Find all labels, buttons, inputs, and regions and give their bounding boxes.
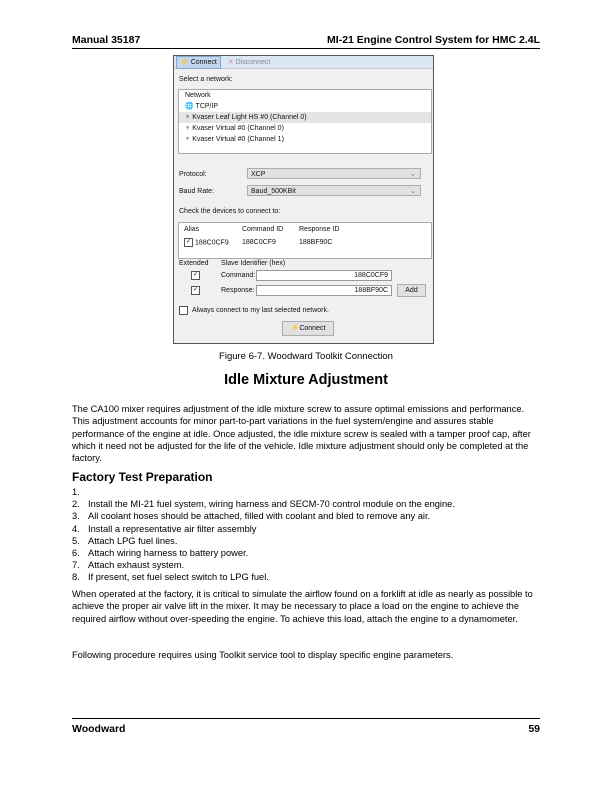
toolbar-disconnect-button[interactable]: ✕ Disconnect: [227, 58, 271, 66]
connect-button[interactable]: ⚡Connect: [282, 321, 334, 336]
response-input[interactable]: 188BF90C: [256, 285, 392, 296]
page-number: 59: [528, 723, 540, 735]
column-header: Alias: [184, 226, 200, 233]
manual-number: Manual 35187: [72, 34, 141, 46]
column-header: Command ID: [242, 226, 284, 233]
chevron-down-icon: ⌄: [410, 188, 416, 195]
plug-icon: ⚡: [290, 325, 300, 332]
intro-paragraph: The CA100 mixer requires adjustment of the idle mixture screw to assure optimal emissions and performance. This adjustment accounts for minor part-to-part variations in the fuel system/engine and assures stable performance of the engine at idle. Once adjusted, the idle mixture screw is sealed with a tamper proof cap, after which it need not be adjusted for the life of the vehicle. Idle mixture adjustment should only be completed at the factory.: [72, 404, 531, 464]
devices-table: [178, 222, 432, 259]
steps-list: [72, 486, 455, 584]
list-item: 6. Attach wiring harness to battery power.: [72, 548, 249, 559]
toolbar-connect-button[interactable]: ⚡ Connect: [176, 56, 221, 69]
list-item: 3. All coolant hoses should be attached, filled with coolant and bled to remove any air.: [72, 511, 431, 522]
list-item: 2. Install the MI-21 fuel system, wiring harness and SECM-70 control module on the engine.: [72, 499, 455, 510]
always-connect-label: Always connect to my last selected network.: [192, 307, 329, 314]
extended-response-checkbox[interactable]: ✓: [192, 287, 199, 293]
toolbar: [174, 56, 433, 69]
toolkit-connection-dialog: [173, 55, 434, 344]
network-header: Network: [185, 92, 211, 99]
device-checkbox[interactable]: ✓: [185, 239, 192, 245]
footer-company: Woodward: [72, 723, 126, 735]
always-connect-checkbox[interactable]: [179, 306, 188, 315]
figure-caption: Figure 6-7. Woodward Toolkit Connection: [219, 351, 393, 362]
command-id-cell: 188C0CF9: [242, 239, 276, 246]
command-input[interactable]: 188C0CF9: [256, 270, 392, 281]
list-item: 5. Attach LPG fuel lines.: [72, 535, 178, 546]
response-label: Response:: [221, 287, 255, 294]
slave-identifier-label: Slave Identifier (hex): [221, 260, 286, 267]
add-button[interactable]: Add: [397, 284, 426, 297]
extended-label: Extended: [179, 260, 209, 267]
procedure-paragraph: Following procedure requires using Toolkit service tool to display specific engine parameters.: [72, 650, 454, 660]
network-item[interactable]: ♆ Kvaser Leaf Light HS #0 (Channel 0): [179, 112, 431, 123]
page-footer: [72, 718, 540, 735]
plug-icon: ⚡: [180, 59, 189, 66]
device-row[interactable]: ✓ 188C0CF9: [185, 239, 229, 247]
devices-label: Check the devices to connect to:: [179, 208, 281, 215]
column-header: Response ID: [299, 226, 340, 233]
list-item: 4. Install a representative air filter assembly: [72, 523, 257, 534]
list-item: 1.: [72, 487, 80, 497]
network-item[interactable]: ♆ Kvaser Virtual #0 (Channel 0): [185, 125, 284, 132]
protocol-label: Protocol:: [179, 171, 207, 178]
network-item[interactable]: ♆ Kvaser Virtual #0 (Channel 1): [185, 136, 284, 143]
chevron-down-icon: ⌄: [410, 171, 416, 178]
command-label: Command:: [221, 272, 256, 279]
subsection-title: Factory Test Preparation: [72, 470, 213, 484]
network-list[interactable]: [178, 89, 432, 154]
disconnect-icon: ✕: [227, 59, 234, 66]
section-title: Idle Mixture Adjustment: [224, 372, 388, 388]
select-network-label: Select a network:: [179, 76, 233, 83]
baud-rate-select[interactable]: Baud_500KBit ⌄: [247, 185, 421, 196]
extended-command-checkbox[interactable]: ✓: [192, 272, 199, 278]
list-item: 8. If present, set fuel select switch to LPG fuel.: [72, 572, 269, 583]
manual-title: MI-21 Engine Control System for HMC 2.4L: [327, 34, 540, 46]
airflow-paragraph: When operated at the factory, it is critical to simulate the airflow found on a forklift at idle as nearly as possible to achieve the proper air valve lift in the mixer. It may be necessary to place a load on the engine to achieve the required airflow without over-speeding the engine. To achieve this load, attach the engine to a dynamometer.: [72, 589, 533, 624]
protocol-select[interactable]: XCP ⌄: [247, 168, 421, 179]
page-header: [72, 34, 540, 49]
response-id-cell: 188BF90C: [299, 239, 333, 246]
network-item[interactable]: 🌐 TCP/IP: [185, 103, 219, 110]
baud-rate-label: Baud Rate:: [179, 188, 215, 195]
list-item: 7. Attach exhaust system.: [72, 560, 185, 571]
